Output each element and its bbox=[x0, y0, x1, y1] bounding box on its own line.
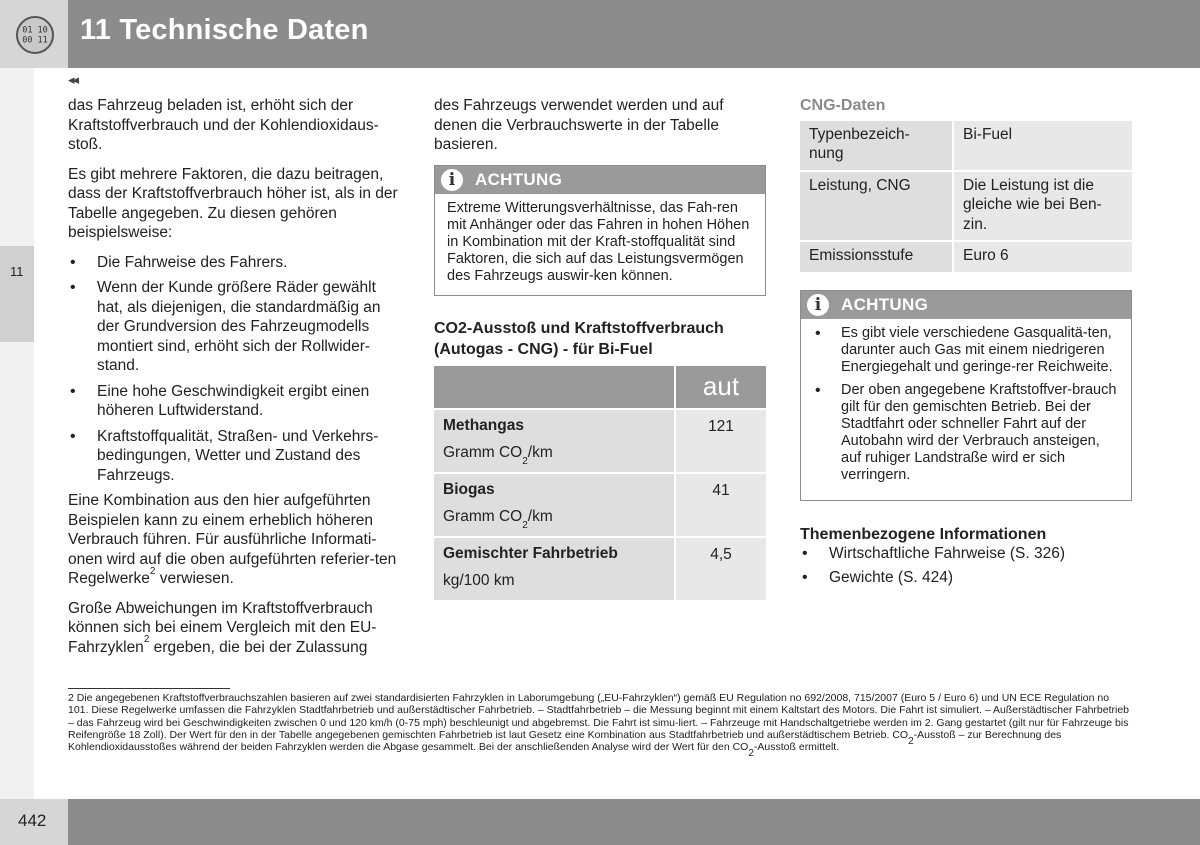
fuel-name: Methangas bbox=[443, 416, 524, 434]
table-row bbox=[800, 172, 1132, 241]
cng-value: Euro 6 bbox=[954, 242, 1132, 272]
table-cell-label bbox=[434, 410, 676, 472]
paragraph: Es gibt mehrere Faktoren, die dazu beitragen, dass der Kraftstoffverbrauch höher ist, als in der Tabelle angegeben. Zu diesen gehören beispielsweise: bbox=[68, 165, 398, 241]
page-number: 442 bbox=[18, 811, 47, 830]
related-link[interactable]: • Gewichte (S. 424) bbox=[800, 568, 1132, 588]
cng-key: Leistung, CNG bbox=[800, 172, 954, 241]
side-margin bbox=[0, 68, 34, 799]
cng-value: Die Leistung ist die gleiche wie bei Ben-zin. bbox=[954, 172, 1132, 241]
warning-header bbox=[435, 166, 765, 194]
table-header-blank bbox=[434, 366, 676, 408]
section-title: CO2-Ausstoß und Kraftstoffverbrauch (Autogas - CNG) - für Bi-Fuel bbox=[434, 319, 724, 358]
info-icon: i bbox=[439, 167, 465, 193]
chapter-tab[interactable] bbox=[0, 246, 34, 342]
page-footer bbox=[0, 799, 1200, 845]
back-nav-icon[interactable]: ◂◂ bbox=[68, 72, 78, 87]
text-column-2 bbox=[434, 96, 766, 602]
fuel-unit: kg/100 km bbox=[443, 572, 515, 589]
related-link[interactable]: • Wirtschaftliche Fahrweise (S. 326) bbox=[800, 544, 1132, 564]
warning-header bbox=[801, 291, 1131, 319]
list-item: • Es gibt viele verschiedene Gasqualitä-ten, darunter auch Gas mit einem niedrigeren Energiegehalt und geringe-rer Reichweite. bbox=[813, 325, 1121, 376]
table-cell-label bbox=[434, 474, 676, 536]
paragraph: des Fahrzeugs verwendet werden und auf denen die Verbrauchswerte in der Tabelle basieren. bbox=[434, 97, 724, 153]
clock-icon bbox=[16, 16, 54, 54]
related-title: Themenbezogene Informationen bbox=[800, 525, 1047, 543]
warning-text bbox=[801, 319, 1131, 500]
table-row bbox=[434, 474, 766, 536]
warning-title: ACHTUNG bbox=[841, 294, 929, 314]
related-info bbox=[800, 525, 1132, 588]
list-item: • Der oben angegebene Kraftstoffver-brauch gilt für den gemischten Betrieb. Bei der Stadtfahrt oder schneller Fahrt auf der Autobahn wird der Verbrauch ansteigen, auf ruhiger Landstraße wird er sich verringern. bbox=[813, 382, 1121, 484]
clock-icon-line-1: 01 10 bbox=[22, 25, 48, 36]
table-row bbox=[434, 410, 766, 472]
cng-value: Bi-Fuel bbox=[954, 121, 1132, 170]
list-item: • Eine hohe Geschwindigkeit ergibt einen höheren Luftwiderstand. bbox=[68, 382, 404, 421]
page-title: 11 Technische Daten bbox=[80, 14, 369, 46]
fuel-name: Gemischter Fahrbetrieb bbox=[443, 544, 618, 562]
table-header-row bbox=[434, 366, 766, 408]
info-icon: i bbox=[805, 292, 831, 318]
table-cell-value: 121 bbox=[676, 410, 766, 472]
chapter-tab-number: 11 bbox=[10, 264, 24, 279]
text-column-1 bbox=[68, 96, 404, 667]
text-column-3 bbox=[800, 96, 1132, 593]
fuel-name: Biogas bbox=[443, 480, 495, 498]
table-row bbox=[800, 121, 1132, 170]
warning-list bbox=[813, 325, 1121, 484]
warning-box bbox=[434, 165, 766, 296]
cng-key: Typenbezeich-nung bbox=[800, 121, 954, 170]
footnote-mark: 2 bbox=[68, 692, 74, 704]
table-header-aut: aut bbox=[676, 366, 766, 408]
fuel-unit: Gramm $CO_2/km$ bbox=[443, 508, 553, 532]
list-item: • Die Fahrweise des Fahrers. bbox=[68, 253, 404, 273]
footnote-ref[interactable]: 2 bbox=[143, 634, 150, 646]
table-row bbox=[434, 538, 766, 600]
table-cell-value: 41 bbox=[676, 474, 766, 536]
paragraph: Große Abweichungen im Kraftstoffverbrauch können sich bei einem Vergleich mit den EU-Fahrzyklen$^2$ ergeben, die bei der Zulassung bbox=[68, 599, 377, 656]
list-item: • Kraftstoffqualität, Straßen- und Verkehrs-bedingungen, Wetter und Zustand des Fahrzeugs. bbox=[68, 427, 404, 486]
warning-text: Extreme Witterungsverhältnisse, das Fah-ren mit Anhänger oder das Fahren in hohen Höhen in Kombination mit der Kraft-stoffqualität sind Faktoren, die sich auf das Leistungsvermögen des Fahrzeugs auswir-ken können. bbox=[447, 199, 750, 284]
cng-key: Emissionsstufe bbox=[800, 242, 954, 272]
factor-list bbox=[68, 253, 404, 486]
paragraph: das Fahrzeug beladen ist, erhöht sich der Kraftstoffverbrauch und der Kohlendioxidaus-stoß. bbox=[68, 97, 379, 153]
cng-data-table bbox=[800, 119, 1132, 274]
emissions-table bbox=[434, 364, 766, 602]
footnote-divider bbox=[68, 688, 230, 689]
table-row bbox=[800, 242, 1132, 272]
table-cell-label bbox=[434, 538, 676, 600]
footnote-ref[interactable]: 2 bbox=[149, 565, 156, 577]
cng-data-title: CNG-Daten bbox=[800, 97, 886, 114]
clock-icon-line-2: 00 11 bbox=[22, 35, 48, 46]
header-icon-box bbox=[0, 0, 68, 68]
fuel-unit: Gramm $CO_2/km$ bbox=[443, 444, 553, 468]
table-cell-value: 4,5 bbox=[676, 538, 766, 600]
warning-box bbox=[800, 290, 1132, 501]
list-item: • Wenn der Kunde größere Räder gewählt hat, als diejenigen, die standardmäßig an der Grundversion des Fahrzeugmodells montiert sind, erhöht sich der Rollwider-stand. bbox=[68, 278, 404, 376]
related-list bbox=[800, 544, 1132, 587]
footnote: 2 Die angegebenen Kraftstoffverbrauchszahlen basieren auf zwei standardisierten Fahrzyklen in Laborumgebung („EU-Fahrzyklen“) gemäß EU Regulation no 692/2008, 715/2007 (Euro 5 / Euro 6) und UN ECE Regulation no 101. Diese Regelwerke umfassen die Fahrzyklen Stadtfahrbetrieb und außerstädtischer Fahrbetrieb. – Stadtfahrbetrieb – die Messung beginnt mit einem Kaltstart des Motors. Die Fahrt ist simuliert. – Außerstädtischer Fahrbetrieb – das Fahrzeug wird bei Geschwindigkeiten zwischen 0 und 120 km/h (0-75 mph) beschleunigt und abgebremst. Die Fahrt ist simu-liert. – Fahrzeuge mit Handschaltgetriebe werden im 2. Gang gestartet (gilt nur für Fahrzeuge bis Reifengröße 18 Zoll). Der Wert für den in der Tabelle angegebenen gemischten Fahrbetrieb ist laut Gesetz eine Kombination aus Stadtfahrbetrieb und außerstädtischem Betrieb. $CO_2$-Ausstoß – zur Berechnung des Kohlendioxidausstoßes während der beiden Fahrzyklen werden die Abgase gesammelt. Bei der anschließenden Analyse wird der Wert für den $CO_2$-Ausstoß ermittelt. bbox=[68, 692, 1130, 760]
paragraph: Eine Kombination aus den hier aufgeführten Beispielen kann zu einem erheblich höheren Verbrauch führen. Für ausführliche Informati-onen wird auf die oben aufgeführten referier-ten Regelwerke$^2$ verwiesen. bbox=[68, 492, 397, 587]
warning-title: ACHTUNG bbox=[475, 169, 563, 189]
